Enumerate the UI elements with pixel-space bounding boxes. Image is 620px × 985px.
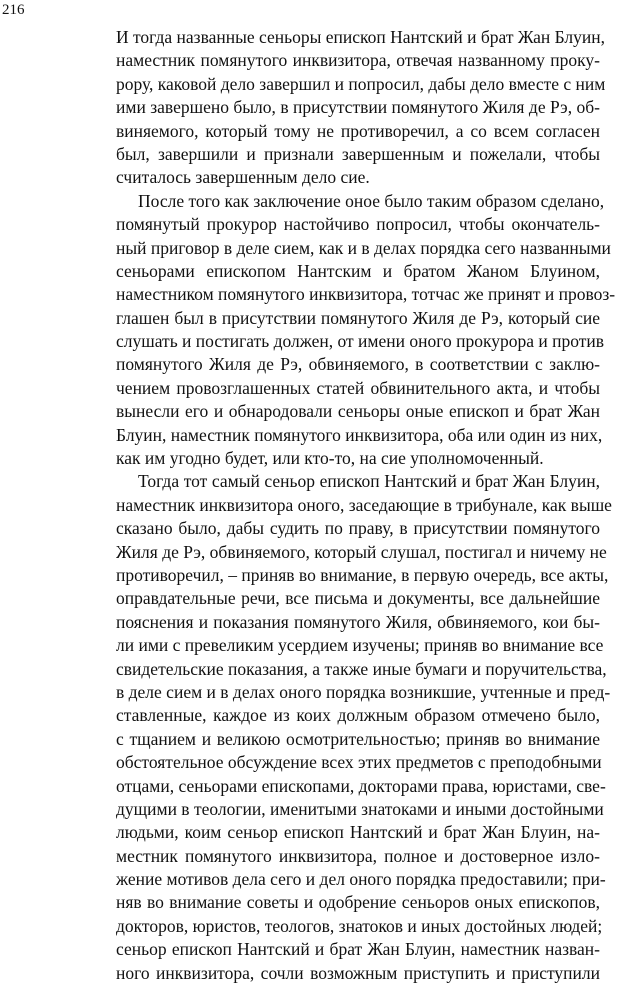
text-line: ли ими с превеликим усердием изучены; приняв во внимание все — [116, 635, 604, 656]
text-line: считалось завершенным дело сие. — [116, 167, 370, 188]
text-line: И тогда названные сеньоры епископ Нантский и брат Жан Блуин, — [116, 27, 606, 47]
text-line: жение мотивов дела сего и дел оного порядка предоставили; при- — [116, 869, 606, 890]
text-line: дущими в теологии, именитыми знатоками и иными достойными — [116, 798, 604, 819]
text-line: глашен был в присутствии помянутого Жиля де Рэ, который сие — [116, 307, 600, 328]
text-line: в деле сием и в делах оного порядка возникшие, учтенные и пред- — [116, 681, 611, 702]
text-line: наместник инквизитора оного, заседающие в трибунале, как выше — [116, 494, 612, 515]
body-text — [116, 26, 616, 985]
text-line: Жиля де Рэ, обвиняемого, который слушал, постигал и ничему не — [116, 541, 607, 562]
paragraph — [116, 470, 612, 985]
text-line: докторов, юристов, теологов, знатоков и иных достойных людей; — [116, 915, 603, 936]
text-line: вынесли его и обнародовали сеньоры оные епископ и брат Жан — [116, 401, 600, 422]
text-line: помянутого Жиля де Рэ, обвиняемого, в соответствии с заклю- — [116, 354, 600, 375]
text-line: обстоятельное обсуждение всех этих предметов с преподобными — [116, 752, 602, 773]
text-line: ный приговор в деле сием, как и в делах порядка сего названными — [116, 237, 611, 258]
text-line: наместником помянутого инквизитора, тотчас же принят и провоз- — [116, 284, 616, 305]
text-line: помянутый прокурор настойчиво попросил, чтобы окончатель- — [116, 214, 600, 235]
text-line: сеньор епископ Нантский и брат Жан Блуин, наместник назван- — [116, 939, 600, 960]
text-line: наместник помянутого инквизитора, отвечая названному проку- — [116, 50, 600, 71]
page-number: 216 — [2, 2, 25, 18]
text-line: с тщанием и великою осмотрительностью; приняв во внимание — [116, 728, 600, 749]
text-line: рору, каковой дело завершил и попросил, дабы дело вместе с ним — [116, 73, 606, 94]
text-line: как им угодно будет, или кто-то, на сие уполномоченный. — [116, 448, 544, 469]
text-line: сказано было, дабы судить по праву, в присутствии помянутого — [116, 518, 600, 539]
text-line: няв во внимание советы и одобрение сеньоров оных епископов, — [116, 892, 600, 913]
text-line: ими завершено было, в присутствии помянутого Жиля де Рэ, об- — [116, 97, 600, 118]
text-line: чением провозглашенных статей обвинительного акта, и чтобы — [116, 377, 600, 398]
text-line: отцами, сеньорами епископами, докторами права, юристами, све- — [116, 775, 606, 796]
text-line: пояснения и показания помянутого Жиля, обвиняемого, кои бы- — [116, 611, 600, 632]
text-line: слушать и постигать должен, от имени оного прокурора и против — [116, 331, 605, 352]
text-line: Тогда тот самый сеньор епископ Нантский и брат Жан Блуин, — [138, 471, 600, 492]
text-line: ного инквизитора, сочли возможным приступить и приступили — [116, 962, 600, 983]
text-line: был, завершили и признали завершенным и пожелали, чтобы — [116, 143, 600, 164]
text-line: Блуин, наместник помянутого инквизитора, оба или один из них, — [116, 424, 603, 445]
text-line: сеньорами епископом Нантским и братом Жаном Блуином, — [116, 260, 600, 281]
paragraph — [116, 190, 616, 471]
text-line: местник помянутого инквизитора, полное и достоверное изло- — [116, 845, 600, 866]
text-line: людьми, коим сеньор епископ Нантский и брат Жан Блуин, на- — [116, 822, 600, 843]
text-line: После того как заключение оное было таким образом сделано, — [138, 190, 605, 211]
text-line: свидетельские показания, а также иные бумаги и поручительства, — [116, 658, 607, 679]
text-line: противоречил, – приняв во внимание, в первую очередь, все акты, — [116, 564, 609, 585]
text-line: виняемого, который тому не противоречил, а со всем согласен — [116, 120, 600, 141]
paragraph — [116, 26, 606, 190]
text-line: оправдательные речи, все письма и документы, все дальнейшие — [116, 588, 600, 609]
text-line: ставленные, каждое из коих должным образом отмечено было, — [116, 705, 600, 726]
